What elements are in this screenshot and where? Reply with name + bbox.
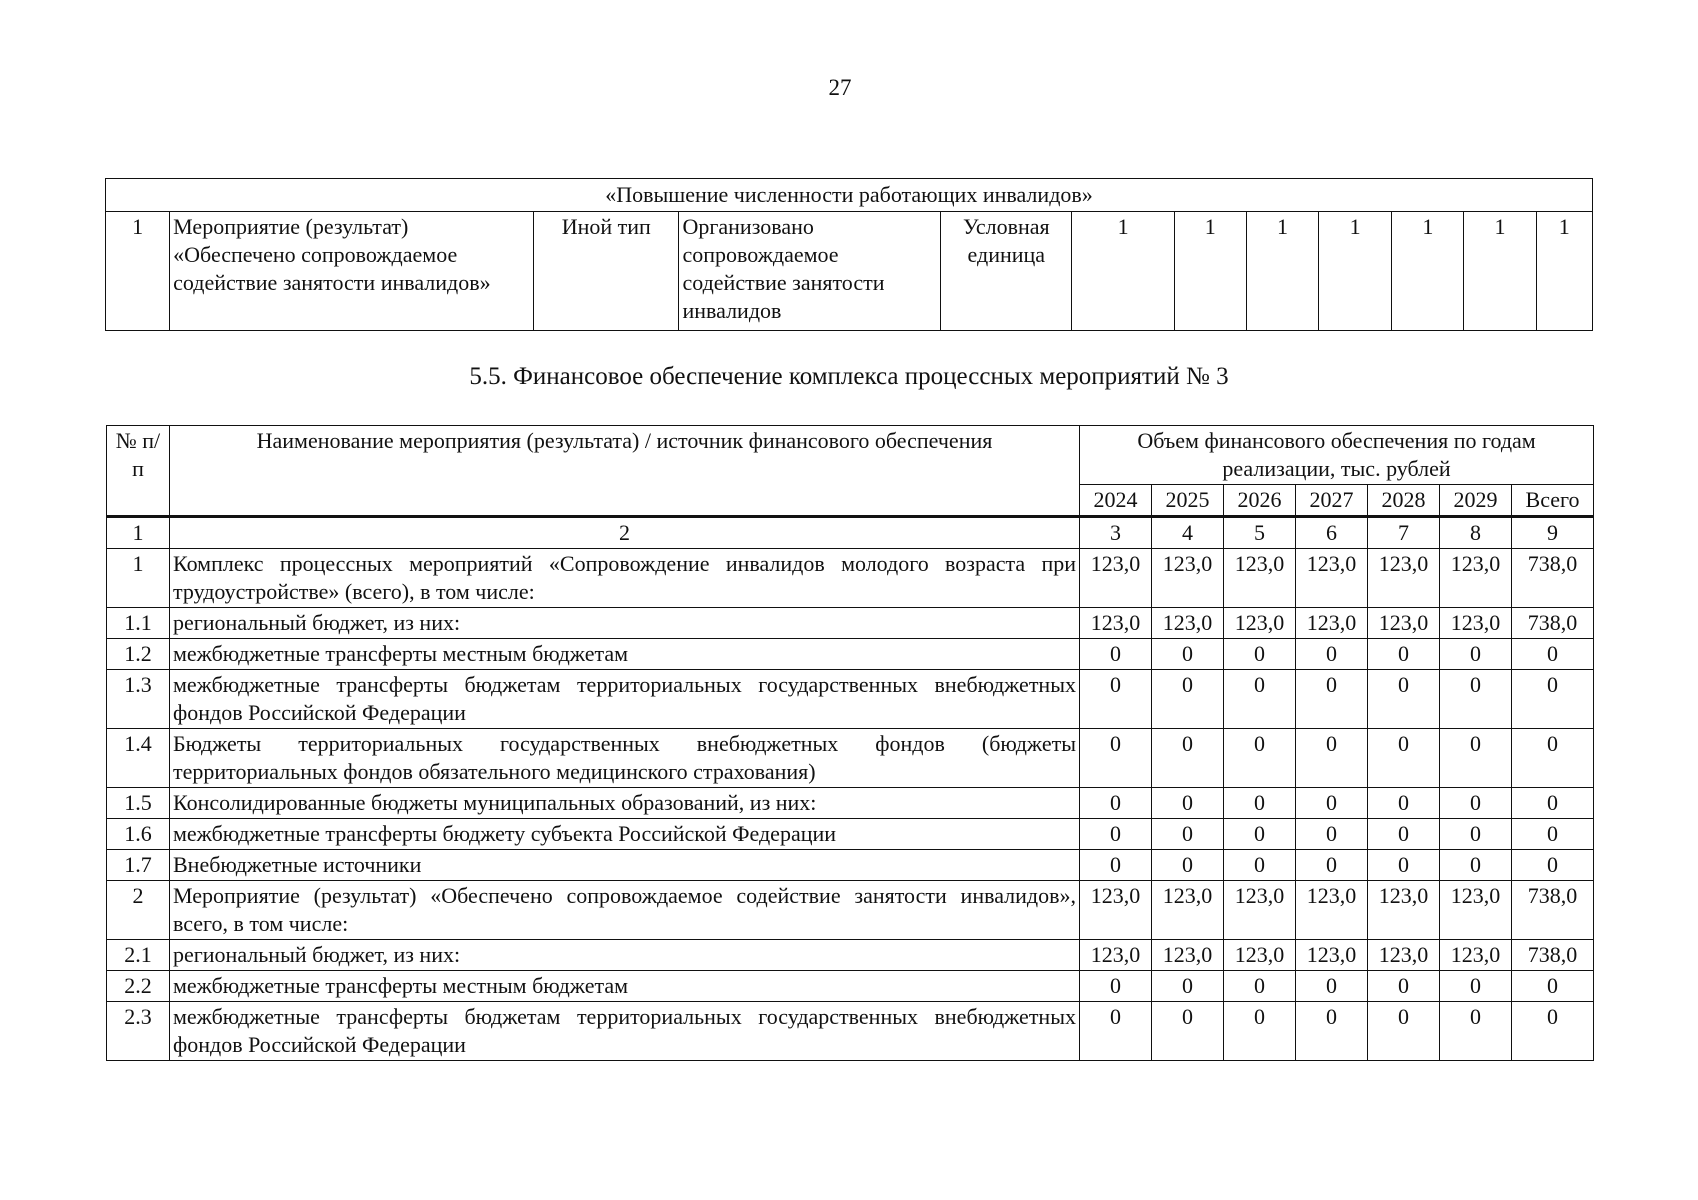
row-value-cell: 123,0 xyxy=(1152,940,1224,971)
column-index: 2 xyxy=(170,517,1080,549)
row-value-cell: 0 xyxy=(1152,1002,1224,1061)
row-name: Консолидированные бюджеты муниципальных образований, из них: xyxy=(170,788,1080,819)
column-header-year: 2025 xyxy=(1152,485,1224,517)
row-value-cell: 0 xyxy=(1224,1002,1296,1061)
column-header-year: 2024 xyxy=(1080,485,1152,517)
row-total-cell: 0 xyxy=(1512,639,1594,670)
row-value-cell: 0 xyxy=(1152,850,1224,881)
section-title: 5.5. Финансовое обеспечение комплекса процессных мероприятий № 3 xyxy=(469,363,1229,390)
row-value-cell: 0 xyxy=(1080,788,1152,819)
row-value-cell: 123,0 xyxy=(1440,940,1512,971)
column-header-name: Наименование мероприятия (результата) / источник финансового обеспечения xyxy=(170,426,1080,517)
row-value-cell: 0 xyxy=(1152,971,1224,1002)
row-value-cell: 0 xyxy=(1440,788,1512,819)
column-header-number: № п/п xyxy=(107,426,170,517)
row-value-cell: 0 xyxy=(1440,819,1512,850)
row-value-cell: 123,0 xyxy=(1368,881,1440,940)
column-header-year: 2026 xyxy=(1224,485,1296,517)
row-number: 2.1 xyxy=(107,940,170,971)
row-name: региональный бюджет, из них: xyxy=(170,608,1080,639)
row-value-cell: 0 xyxy=(1368,729,1440,788)
row-value-cell: 0 xyxy=(1368,1002,1440,1061)
row-value-cell: 123,0 xyxy=(1296,940,1368,971)
row-value-cell: 0 xyxy=(1296,670,1368,729)
row-value-cell: 0 xyxy=(1152,639,1224,670)
row-value-cell: 0 xyxy=(1080,850,1152,881)
row-value-cell: 0 xyxy=(1224,819,1296,850)
table-header-row xyxy=(107,426,1594,485)
column-index: 9 xyxy=(1512,517,1594,549)
row-value-cell: 0 xyxy=(1368,670,1440,729)
row-value-cell: 123,0 xyxy=(1080,549,1152,608)
row-value-cell: 0 xyxy=(1152,819,1224,850)
row-total-cell: 738,0 xyxy=(1512,940,1594,971)
value-cell: 1 xyxy=(1536,212,1592,331)
row-value-cell: 0 xyxy=(1296,1002,1368,1061)
row-name: Мероприятие (результат) «Обеспечено сопровождаемое содействие занятости инвалидов», всего, в том числе: xyxy=(170,881,1080,940)
row-total-cell: 0 xyxy=(1512,971,1594,1002)
event-name-cell: Мероприятие (результат) «Обеспечено сопровождаемое содействие занятости инвалидов» xyxy=(170,212,534,331)
row-name: Внебюджетные источники xyxy=(170,850,1080,881)
row-number: 2.3 xyxy=(107,1002,170,1061)
table-row xyxy=(107,819,1594,850)
row-number: 1.5 xyxy=(107,788,170,819)
row-value-cell: 123,0 xyxy=(1296,608,1368,639)
table-row xyxy=(107,881,1594,940)
row-total-cell: 0 xyxy=(1512,819,1594,850)
row-value-cell: 0 xyxy=(1224,788,1296,819)
column-index-row xyxy=(107,517,1594,549)
row-number: 2 xyxy=(107,881,170,940)
table-row xyxy=(107,608,1594,639)
value-cell: 1 xyxy=(1464,212,1536,331)
row-value-cell: 123,0 xyxy=(1296,881,1368,940)
row-value-cell: 0 xyxy=(1080,670,1152,729)
row-value-cell: 0 xyxy=(1440,639,1512,670)
row-value-cell: 123,0 xyxy=(1440,549,1512,608)
page-number: 27 xyxy=(828,75,852,100)
row-number: 1.7 xyxy=(107,850,170,881)
row-value-cell: 0 xyxy=(1296,729,1368,788)
row-value-cell: 0 xyxy=(1368,639,1440,670)
indicator-table-header: «Повышение численности работающих инвалидов» xyxy=(106,179,1593,212)
column-index: 6 xyxy=(1296,517,1368,549)
value-cell: 1 xyxy=(1072,212,1174,331)
financing-table xyxy=(106,425,1594,1061)
row-value-cell: 0 xyxy=(1152,670,1224,729)
row-value-cell: 0 xyxy=(1080,971,1152,1002)
row-value-cell: 123,0 xyxy=(1440,881,1512,940)
row-total-cell: 0 xyxy=(1512,670,1594,729)
row-total-cell: 0 xyxy=(1512,1002,1594,1061)
row-total-cell: 738,0 xyxy=(1512,608,1594,639)
row-value-cell: 0 xyxy=(1368,850,1440,881)
row-value-cell: 0 xyxy=(1224,670,1296,729)
unit-cell: Условная единица xyxy=(941,212,1072,331)
row-name: межбюджетные трансферты местным бюджетам xyxy=(170,971,1080,1002)
row-name: межбюджетные трансферты местным бюджетам xyxy=(170,639,1080,670)
row-name: Комплекс процессных мероприятий «Сопровождение инвалидов молодого возраста при трудоустройстве» (всего), в том числе: xyxy=(170,549,1080,608)
table-row xyxy=(107,788,1594,819)
column-index: 4 xyxy=(1152,517,1224,549)
table-row xyxy=(107,971,1594,1002)
column-header-year: 2028 xyxy=(1368,485,1440,517)
column-index: 5 xyxy=(1224,517,1296,549)
table-row xyxy=(107,670,1594,729)
row-value-cell: 0 xyxy=(1368,819,1440,850)
column-index: 3 xyxy=(1080,517,1152,549)
table-row xyxy=(107,850,1594,881)
row-value-cell: 0 xyxy=(1296,819,1368,850)
row-value-cell: 0 xyxy=(1224,639,1296,670)
row-value-cell: 0 xyxy=(1440,729,1512,788)
row-total-cell: 0 xyxy=(1512,788,1594,819)
column-index: 8 xyxy=(1440,517,1512,549)
row-number: 1.1 xyxy=(107,608,170,639)
row-value-cell: 123,0 xyxy=(1368,549,1440,608)
value-cell: 1 xyxy=(1246,212,1318,331)
row-value-cell: 123,0 xyxy=(1224,881,1296,940)
row-value-cell: 123,0 xyxy=(1080,940,1152,971)
row-value-cell: 123,0 xyxy=(1152,549,1224,608)
row-number: 1.3 xyxy=(107,670,170,729)
row-value-cell: 0 xyxy=(1080,1002,1152,1061)
row-total-cell: 738,0 xyxy=(1512,549,1594,608)
row-value-cell: 123,0 xyxy=(1368,608,1440,639)
row-value-cell: 123,0 xyxy=(1152,881,1224,940)
row-total-cell: 738,0 xyxy=(1512,881,1594,940)
row-number: 1.6 xyxy=(107,819,170,850)
row-name: межбюджетные трансферты бюджету субъекта Российской Федерации xyxy=(170,819,1080,850)
row-name: региональный бюджет, из них: xyxy=(170,940,1080,971)
row-value-cell: 0 xyxy=(1152,729,1224,788)
row-total-cell: 0 xyxy=(1512,729,1594,788)
table-row xyxy=(107,1002,1594,1061)
row-name: межбюджетные трансферты бюджетам территориальных государственных внебюджетных фондов Российской Федерации xyxy=(170,1002,1080,1061)
row-number: 1.4 xyxy=(107,729,170,788)
column-header-year: 2029 xyxy=(1440,485,1512,517)
value-cell: 1 xyxy=(1392,212,1464,331)
row-value-cell: 123,0 xyxy=(1224,549,1296,608)
row-number: 1 xyxy=(106,212,170,331)
row-value-cell: 123,0 xyxy=(1080,881,1152,940)
row-value-cell: 123,0 xyxy=(1224,940,1296,971)
table-row xyxy=(107,549,1594,608)
column-index: 7 xyxy=(1368,517,1440,549)
row-value-cell: 0 xyxy=(1224,850,1296,881)
event-type-cell: Иной тип xyxy=(534,212,679,331)
row-value-cell: 0 xyxy=(1440,850,1512,881)
row-value-cell: 0 xyxy=(1368,971,1440,1002)
row-value-cell: 0 xyxy=(1296,788,1368,819)
row-value-cell: 0 xyxy=(1224,971,1296,1002)
row-value-cell: 0 xyxy=(1440,971,1512,1002)
column-index: 1 xyxy=(107,517,170,549)
table-row xyxy=(107,940,1594,971)
row-value-cell: 123,0 xyxy=(1440,608,1512,639)
column-header-total: Всего xyxy=(1512,485,1594,517)
table-row xyxy=(106,212,1593,331)
column-header-volume: Объем финансового обеспечения по годам реализации, тыс. рублей xyxy=(1080,426,1594,485)
row-value-cell: 123,0 xyxy=(1368,940,1440,971)
row-total-cell: 0 xyxy=(1512,850,1594,881)
row-value-cell: 0 xyxy=(1152,788,1224,819)
row-name: межбюджетные трансферты бюджетам территориальных государственных внебюджетных фондов Российской Федерации xyxy=(170,670,1080,729)
row-number: 1 xyxy=(107,549,170,608)
row-name: Бюджеты территориальных государственных внебюджетных фондов (бюджеты территориальных фондов обязательного медицинского страхования) xyxy=(170,729,1080,788)
row-value-cell: 123,0 xyxy=(1080,608,1152,639)
table-row xyxy=(107,729,1594,788)
indicator-table xyxy=(105,178,1593,331)
row-value-cell: 0 xyxy=(1296,971,1368,1002)
row-value-cell: 123,0 xyxy=(1296,549,1368,608)
row-value-cell: 0 xyxy=(1296,850,1368,881)
value-cell: 1 xyxy=(1174,212,1246,331)
value-cell: 1 xyxy=(1319,212,1392,331)
table-row xyxy=(107,639,1594,670)
column-header-year: 2027 xyxy=(1296,485,1368,517)
row-value-cell: 0 xyxy=(1440,1002,1512,1061)
row-value-cell: 123,0 xyxy=(1224,608,1296,639)
row-value-cell: 0 xyxy=(1080,729,1152,788)
row-number: 1.2 xyxy=(107,639,170,670)
row-value-cell: 0 xyxy=(1224,729,1296,788)
row-value-cell: 123,0 xyxy=(1152,608,1224,639)
event-characteristic-cell: Организовано сопровождаемое содействие занятости инвалидов xyxy=(679,212,941,331)
row-value-cell: 0 xyxy=(1440,670,1512,729)
row-value-cell: 0 xyxy=(1296,639,1368,670)
row-value-cell: 0 xyxy=(1368,788,1440,819)
row-value-cell: 0 xyxy=(1080,639,1152,670)
row-value-cell: 0 xyxy=(1080,819,1152,850)
row-number: 2.2 xyxy=(107,971,170,1002)
